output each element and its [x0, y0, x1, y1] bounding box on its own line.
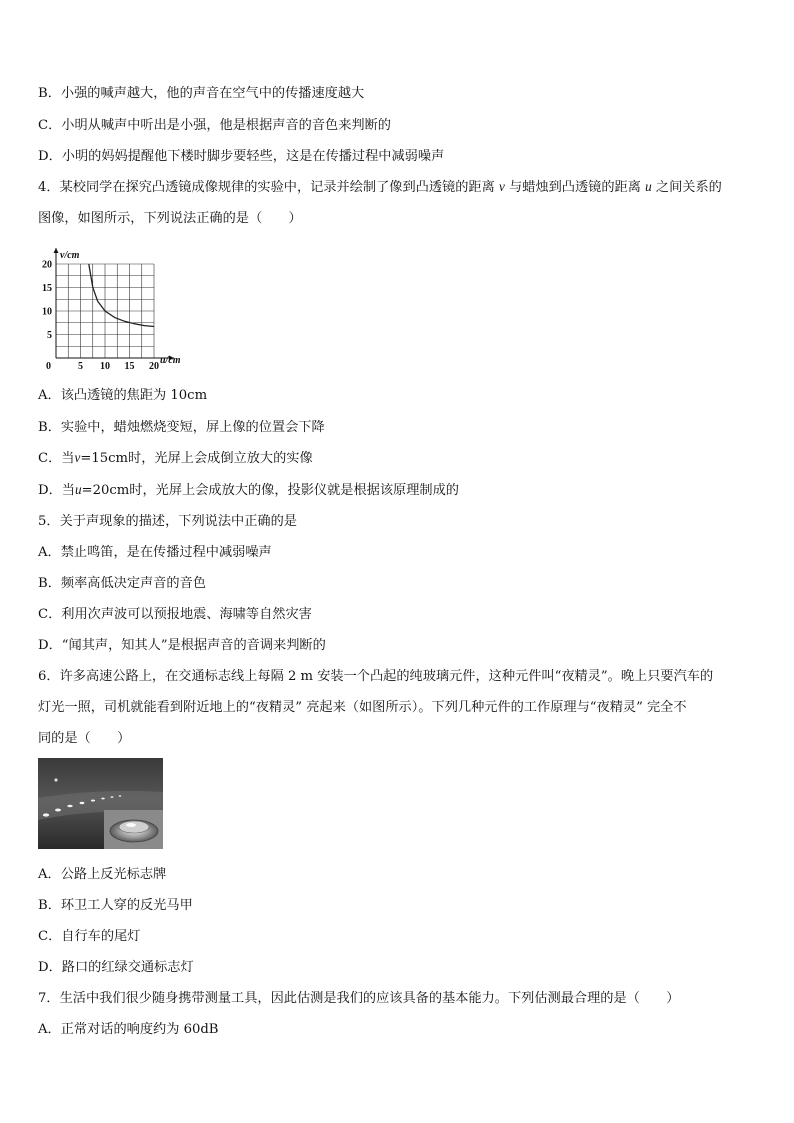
x-tick-label: 10: [100, 361, 110, 372]
q6-stem-line3: 同的是（ ）: [38, 731, 131, 746]
q4-option-c-text: =15cm时，光屏上会成倒立放大的实像: [80, 451, 313, 466]
q4-option-a: A．该凸透镜的焦距为 10cm: [38, 388, 208, 403]
q4-option-c: [38, 447, 313, 466]
x-tick-label: 20: [149, 361, 159, 372]
q3-option-d: D．小明的妈妈提醒他下楼时脚步要轻些，这是在传播过程中减弱噪声: [38, 149, 445, 164]
y-tick-label: 15: [42, 283, 52, 294]
q4-stem-part3: 之间关系的: [655, 180, 722, 195]
q4-option-d-pre: D．当: [38, 483, 75, 498]
q5-option-d: D．“闻其声，知其人”是根据声音的音调来判断的: [38, 638, 326, 653]
q5-option-c: C．利用次声波可以预报地震、海啸等自然灾害: [38, 607, 312, 622]
q5-option-a: A．禁止鸣笛，是在传播过程中减弱噪声: [38, 545, 272, 560]
origin-label: 0: [46, 361, 51, 372]
q4-option-c-pre: C．当: [38, 451, 75, 466]
q4-stem-part2: 与蜡烛到凸透镜的距离: [509, 180, 641, 195]
q6-stem-line1: 6．许多高速公路上，在交通标志线上每隔 2 m 安装一个凸起的纯玻璃元件，这种元件叫“夜精灵”。晚上只要汽车的: [38, 669, 714, 684]
q7-option-a: A．正常对话的响度约为 60dB: [38, 1022, 219, 1037]
y-tick-label: 20: [42, 259, 52, 271]
q4-option-d: [38, 479, 459, 498]
y-tick-label: 5: [47, 330, 52, 341]
x-tick-label: 15: [124, 361, 135, 372]
y-axis-label: v/cm: [60, 250, 80, 261]
v-u-curve: [89, 264, 154, 327]
q4-var-u: u: [645, 179, 652, 194]
q6-option-b: B．环卫工人穿的反光马甲: [38, 898, 193, 913]
q4-option-d-var: u: [74, 482, 82, 497]
q6-stem-line2: 灯光一照，司机就能看到附近地上的“夜精灵” 亮起来（如图所示）。下列几种元件的工作原理与“夜精灵” 完全不: [38, 700, 687, 715]
q4-stem-part1: 4．某校同学在探究凸透镜成像规律的实验中，记录并绘制了像到凸透镜的距离: [38, 180, 495, 195]
q4-option-d-text: =20cm时，光屏上会成放大的像，投影仪就是根据该原理制成的: [81, 483, 459, 498]
q4-var-v: v: [498, 179, 505, 194]
q4-option-c-var: v: [74, 450, 81, 465]
q3-option-b: B．小强的喊声越大，他的声音在空气中的传播速度越大: [38, 86, 365, 101]
x-tick-label: 5: [78, 361, 83, 372]
q6-option-d: D．路口的红绿交通标志灯: [38, 960, 194, 975]
night-road-reflector-photo: [38, 758, 163, 849]
q6-option-c: C．自行车的尾灯: [38, 929, 141, 944]
y-axis-arrow: [54, 248, 59, 253]
q3-option-c: C．小明从喊声中听出是小强，他是根据声音的音色来判断的: [38, 118, 391, 133]
q5-stem: 5．关于声现象的描述，下列说法中正确的是: [38, 514, 297, 529]
q5-option-b: B．频率高低决定声音的音色: [38, 576, 206, 591]
q4-stem-line2: 图像，如图所示，下列说法正确的是（ ）: [38, 211, 302, 226]
image-distance-graph: [34, 238, 196, 372]
x-axis-label: u/cm: [160, 355, 181, 366]
y-tick-label: 10: [42, 306, 52, 318]
q6-option-a: A．公路上反光标志牌: [38, 867, 167, 882]
q4-option-b: B．实验中，蜡烛燃烧变短，屏上像的位置会下降: [38, 420, 325, 435]
q4-stem-line1: [38, 176, 722, 195]
q7-stem: 7．生活中我们很少随身携带测量工具，因此估测是我们的应该具备的基本能力。下列估测最合理的是（ ）: [38, 991, 680, 1006]
